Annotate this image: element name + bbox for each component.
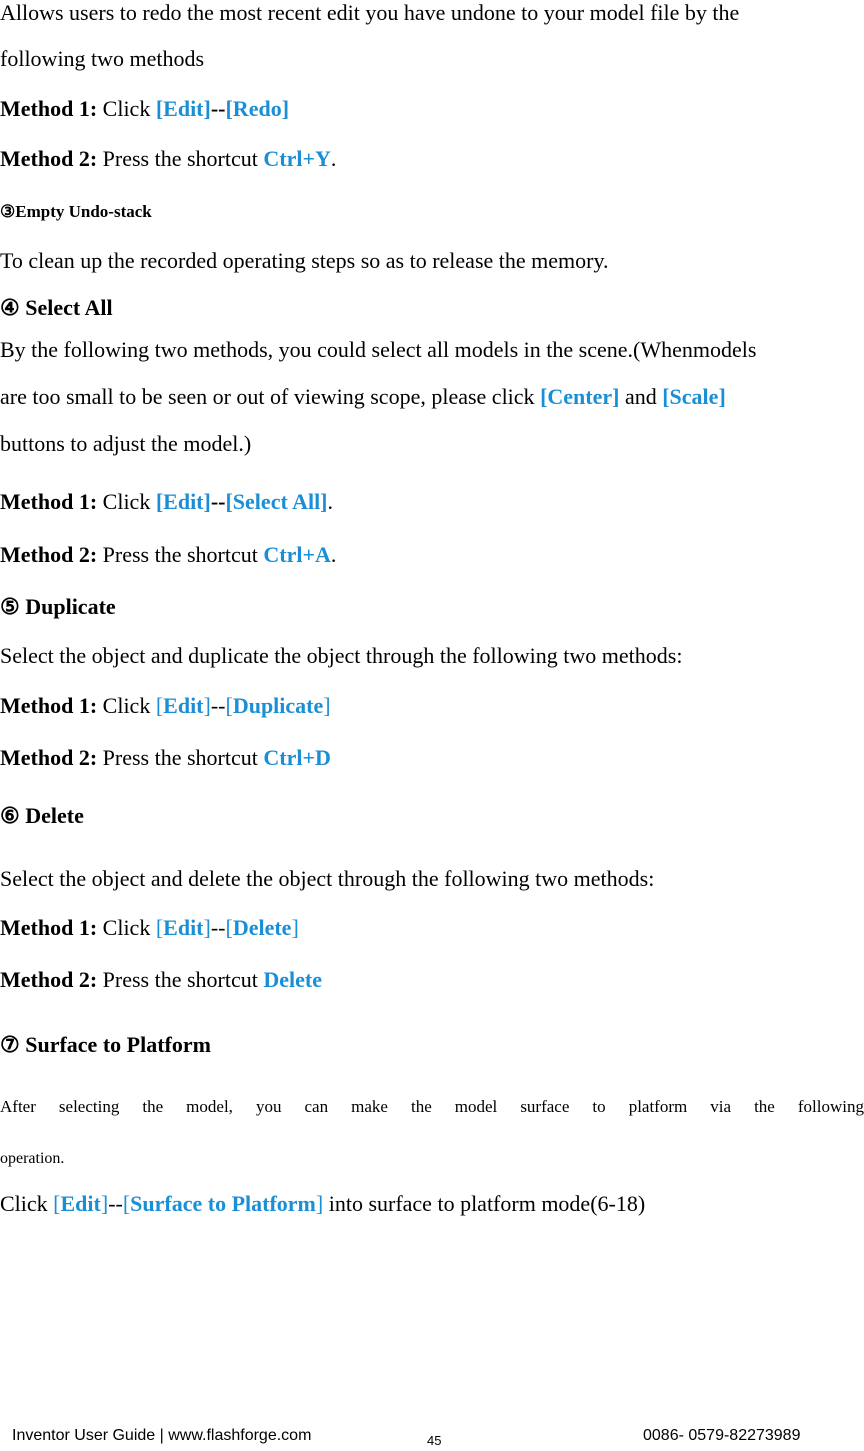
method-label: Method 1: [0,915,98,940]
center-button-ref: [Center] [540,384,620,409]
select-all-method-2 [0,542,864,568]
bracket: [ [53,1191,61,1216]
footer-page-number: 45 [427,1433,442,1448]
bracket: [ [225,915,233,940]
method-text: Press the shortcut [97,146,264,171]
menu-item-duplicate: Duplicate [232,693,324,718]
select-all-description-line-2 [0,384,864,410]
method-label: Method 1: [0,96,98,121]
method-text: Press the shortcut [97,542,264,567]
shortcut-key: Ctrl+A [263,542,331,567]
select-all-description-line-1: By the following two methods, you could select all models in the scene.(Whenmodels [0,337,757,362]
bracket: [ [225,693,233,718]
delete-description: Select the object and delete the object through the following two methods: [0,866,655,891]
empty-undo-stack-description: To clean up the recorded operating steps so as to release the memory. [0,248,609,273]
menu-item-surface-to-platform: Surface to Platform [130,1191,316,1216]
duplicate-method-1 [0,693,864,719]
and-text: and [619,384,663,409]
shortcut-key: Delete [263,967,322,992]
bracket: ] [203,693,211,718]
menu-edit: [Edit] [155,489,211,514]
delete-method-1 [0,915,864,941]
method-text: Click [97,489,156,514]
menu-separator: -- [108,1191,123,1216]
menu-item-select-all: [Select All] [225,489,328,514]
method-text: Press the shortcut [97,745,264,770]
menu-separator: -- [210,96,226,121]
bracket: ] [100,1191,109,1216]
duplicate-method-2 [0,745,864,771]
shortcut-key: Ctrl+D [263,745,331,770]
delete-method-2 [0,967,864,993]
method-label: Method 1: [0,489,98,514]
method-label: Method 2: [0,542,98,567]
click-text: Click [0,1191,54,1216]
menu-edit: [Edit] [155,96,211,121]
shortcut-key: Ctrl+Y [263,146,331,171]
bracket: ] [203,915,211,940]
menu-item-delete: Delete [232,915,292,940]
period: . [330,542,337,567]
menu-separator: -- [210,489,226,514]
empty-undo-stack-heading: ③Empty Undo-stack [0,202,152,221]
surface-click-instruction [0,1191,864,1217]
menu-separator: -- [210,915,226,940]
delete-heading: ⑥ Delete [0,803,84,828]
method-text: Click [97,693,156,718]
bracket: [ [155,693,164,718]
surface-to-platform-heading: ⑦ Surface to Platform [0,1032,211,1057]
method-label: Method 2: [0,745,98,770]
menu-edit: Edit [163,693,204,718]
menu-separator: -- [210,693,226,718]
select-all-method-1 [0,489,864,515]
tail-text: into surface to platform mode(6-18) [323,1191,646,1216]
menu-item-redo: [Redo] [225,96,290,121]
surface-description-line-2: operation. [0,1150,65,1167]
method-text: Press the shortcut [97,967,264,992]
method-label: Method 1: [0,693,98,718]
bracket: ] [315,1191,324,1216]
redo-description-line-1: Allows users to redo the most recent edit you have undone to your model file by the [0,0,740,25]
menu-edit: Edit [163,915,204,940]
method-label: Method 2: [0,146,98,171]
redo-method-2 [0,146,864,172]
bracket: ] [291,915,299,940]
surface-description-line-1: After selecting the model, you can make the model surface to platform via the following [0,1097,864,1116]
scale-button-ref: [Scale] [662,384,726,409]
duplicate-heading: ⑤ Duplicate [0,594,116,619]
method-label: Method 2: [0,967,98,992]
bracket: [ [155,915,164,940]
bracket: [ [122,1191,131,1216]
duplicate-description: Select the object and duplicate the object through the following two methods: [0,643,683,668]
footer-guide-title: Inventor User Guide | www.flashforge.com [12,1427,312,1444]
method-text: Click [97,96,156,121]
period: . [330,146,337,171]
period: . [327,489,334,514]
select-all-description-line-3: buttons to adjust the model.) [0,431,252,456]
method-text: Click [97,915,156,940]
select-all-heading: ④ Select All [0,295,113,320]
footer-phone: 0086- 0579-82273989 [643,1427,801,1444]
redo-method-1 [0,96,864,122]
redo-description-line-2: following two methods [0,46,205,71]
menu-edit: Edit [60,1191,101,1216]
description-text: are too small to be seen or out of viewing scope, please click [0,384,541,409]
bracket: ] [323,693,331,718]
